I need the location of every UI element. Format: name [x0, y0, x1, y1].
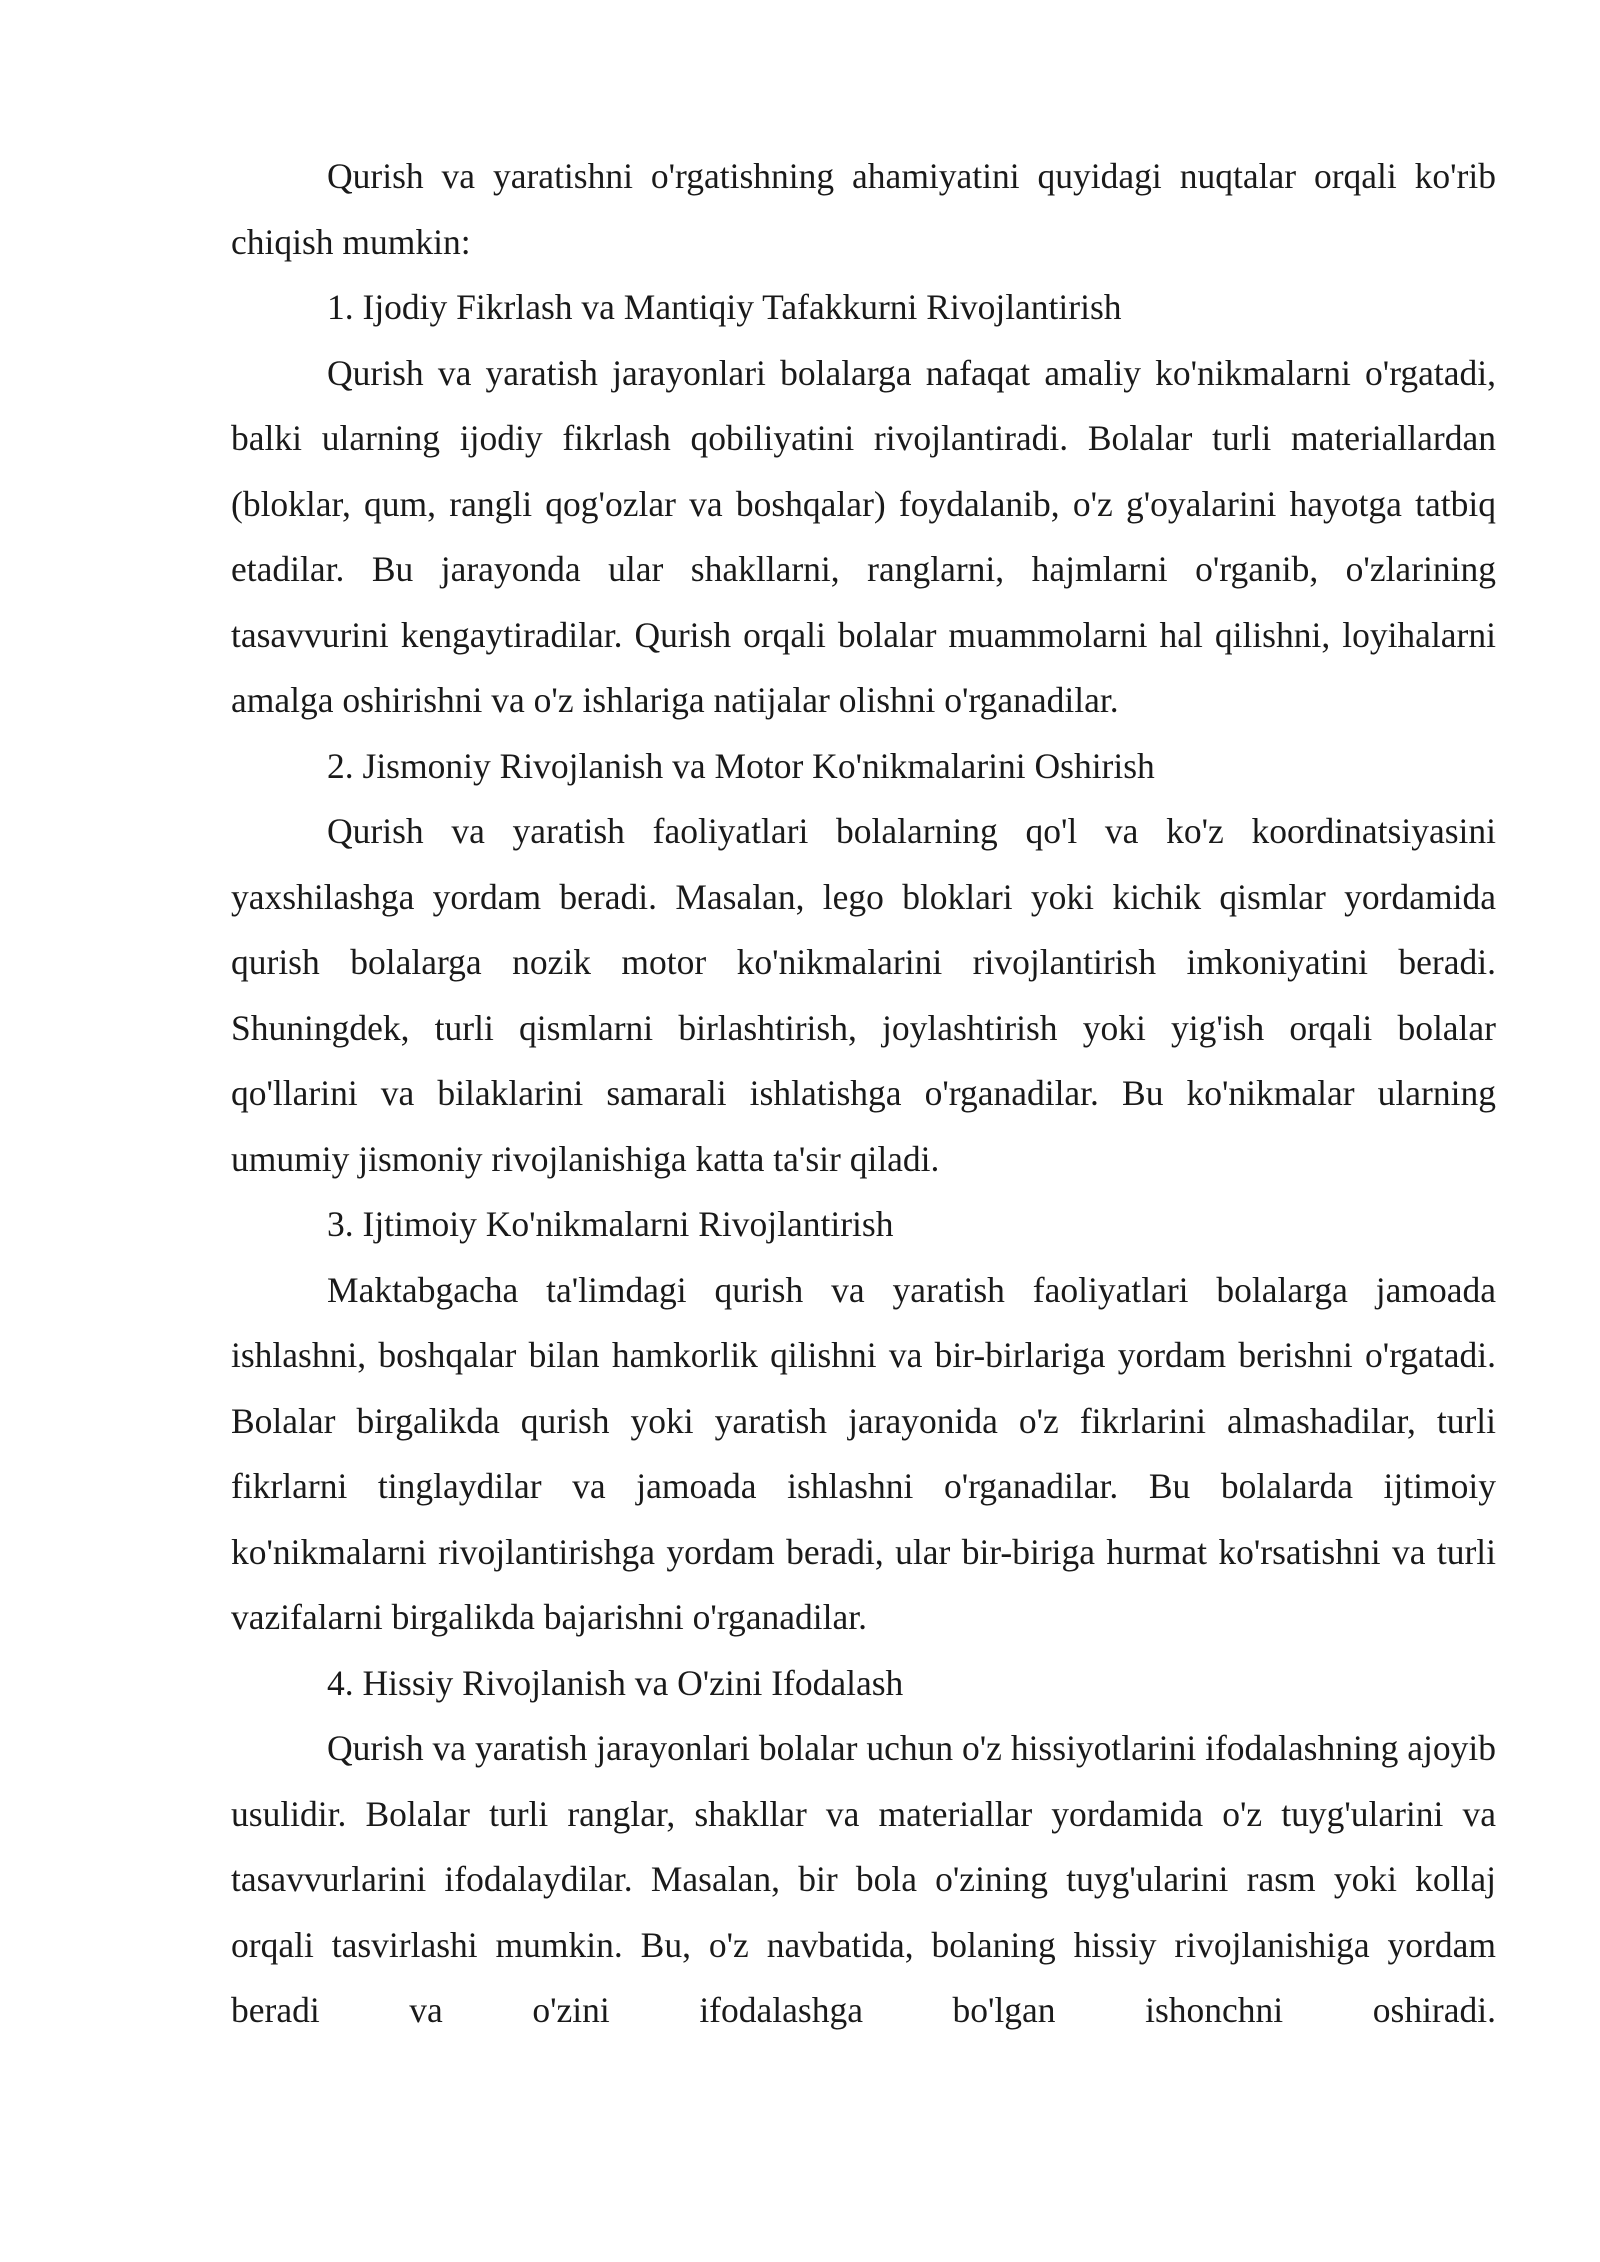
section-body-4: Qurish va yaratish jarayonlari bolalar uchun o'z hissiyotlarini ifodalashning ajoyib usulidir. Bolalar turli ranglar, shakllar va materiallar yordamida o'z tuyg'ularini va tasavvurlarini ifodalaydilar. Masalan, bir bola o'zining tuyg'ularini rasm yoki kollaj orqali tasvirlashi mumkin. Bu, o'z navbatida, bolaning hissiy rivojlanishiga yordam beradi va o'zini ifodalashga bo'lgan ishonchni oshiradi. — [231, 1728, 1496, 2030]
section-heading-1: 1. Ijodiy Fikrlash va Mantiqiy Tafakkurni Rivojlantirish — [327, 287, 1122, 327]
section-body-1: Qurish va yaratish jarayonlari bolalarga nafaqat amaliy ko'nikmalarni o'rgatadi, balki ularning ijodiy fikrlash qobiliyatini rivojlantiradi. Bolalar turli materiallardan (bloklar, qum, rangli qog'ozlar va boshqalar) foydalanib, o'z g'oyalarini hayotga tatbiq etadilar. Bu jarayonda ular shakllarni, ranglarni, hajmlarni o'rganib, o'zlarining tasavvurini kengaytiradilar. Qurish orqali bolalar muammolarni hal qilishni, loyihalarni amalga oshirishni va o'z ishlariga natijalar olishni o'rganadilar. — [231, 352, 1496, 720]
section-body-2: Qurish va yaratish faoliyatlari bolalarning qo'l va ko'z koordinatsiyasini yaxshilashga yordam beradi. Masalan, lego bloklari yoki kichik qismlar yordamida qurish bolalarga nozik motor ko'nikmalarini rivojlantirish imkoniyatini beradi. Shuningdek, turli qismlarni birlashtirish, joylashtirish yoki yig'ish orqali bolalar qo'llarini va bilaklarini samarali ishlatishga o'rganadilar. Bu ko'nikmalar ularning umumiy jismoniy rivojlanishiga katta ta'sir qiladi. — [231, 811, 1496, 1179]
document-page — [231, 144, 1496, 2044]
section-heading-2: 2. Jismoniy Rivojlanish va Motor Ko'nikmalarini Oshirish — [327, 745, 1155, 786]
section-heading-4: 4. Hissiy Rivojlanish va O'zini Ifodalash — [327, 1662, 904, 1703]
section-heading-3: 3. Ijtimoiy Ko'nikmalarni Rivojlantirish — [327, 1204, 894, 1244]
section-body-3: Maktabgacha ta'limdagi qurish va yaratish faoliyatlari bolalarga jamoada ishlashni, boshqalar bilan hamkorlik qilishni va bir-birlariga yordam berishni o'rgatadi. Bolalar birgalikda qurish yoki yaratish jarayonida o'z fikrlarini almashadilar, turli fikrlarni tinglaydilar va jamoada ishlashni o'rganadilar. Bu bolalarda ijtimoiy ko'nikmalarni rivojlantirishga yordam beradi, ular bir-biriga hurmat ko'rsatishni va turli vazifalarni birgalikda bajarishni o'rganadilar. — [231, 1269, 1496, 1637]
intro-paragraph: Qurish va yaratishni o'rgatishning ahamiyatini quyidagi nuqtalar orqali ko'rib chiqish mumkin: — [231, 156, 1496, 262]
